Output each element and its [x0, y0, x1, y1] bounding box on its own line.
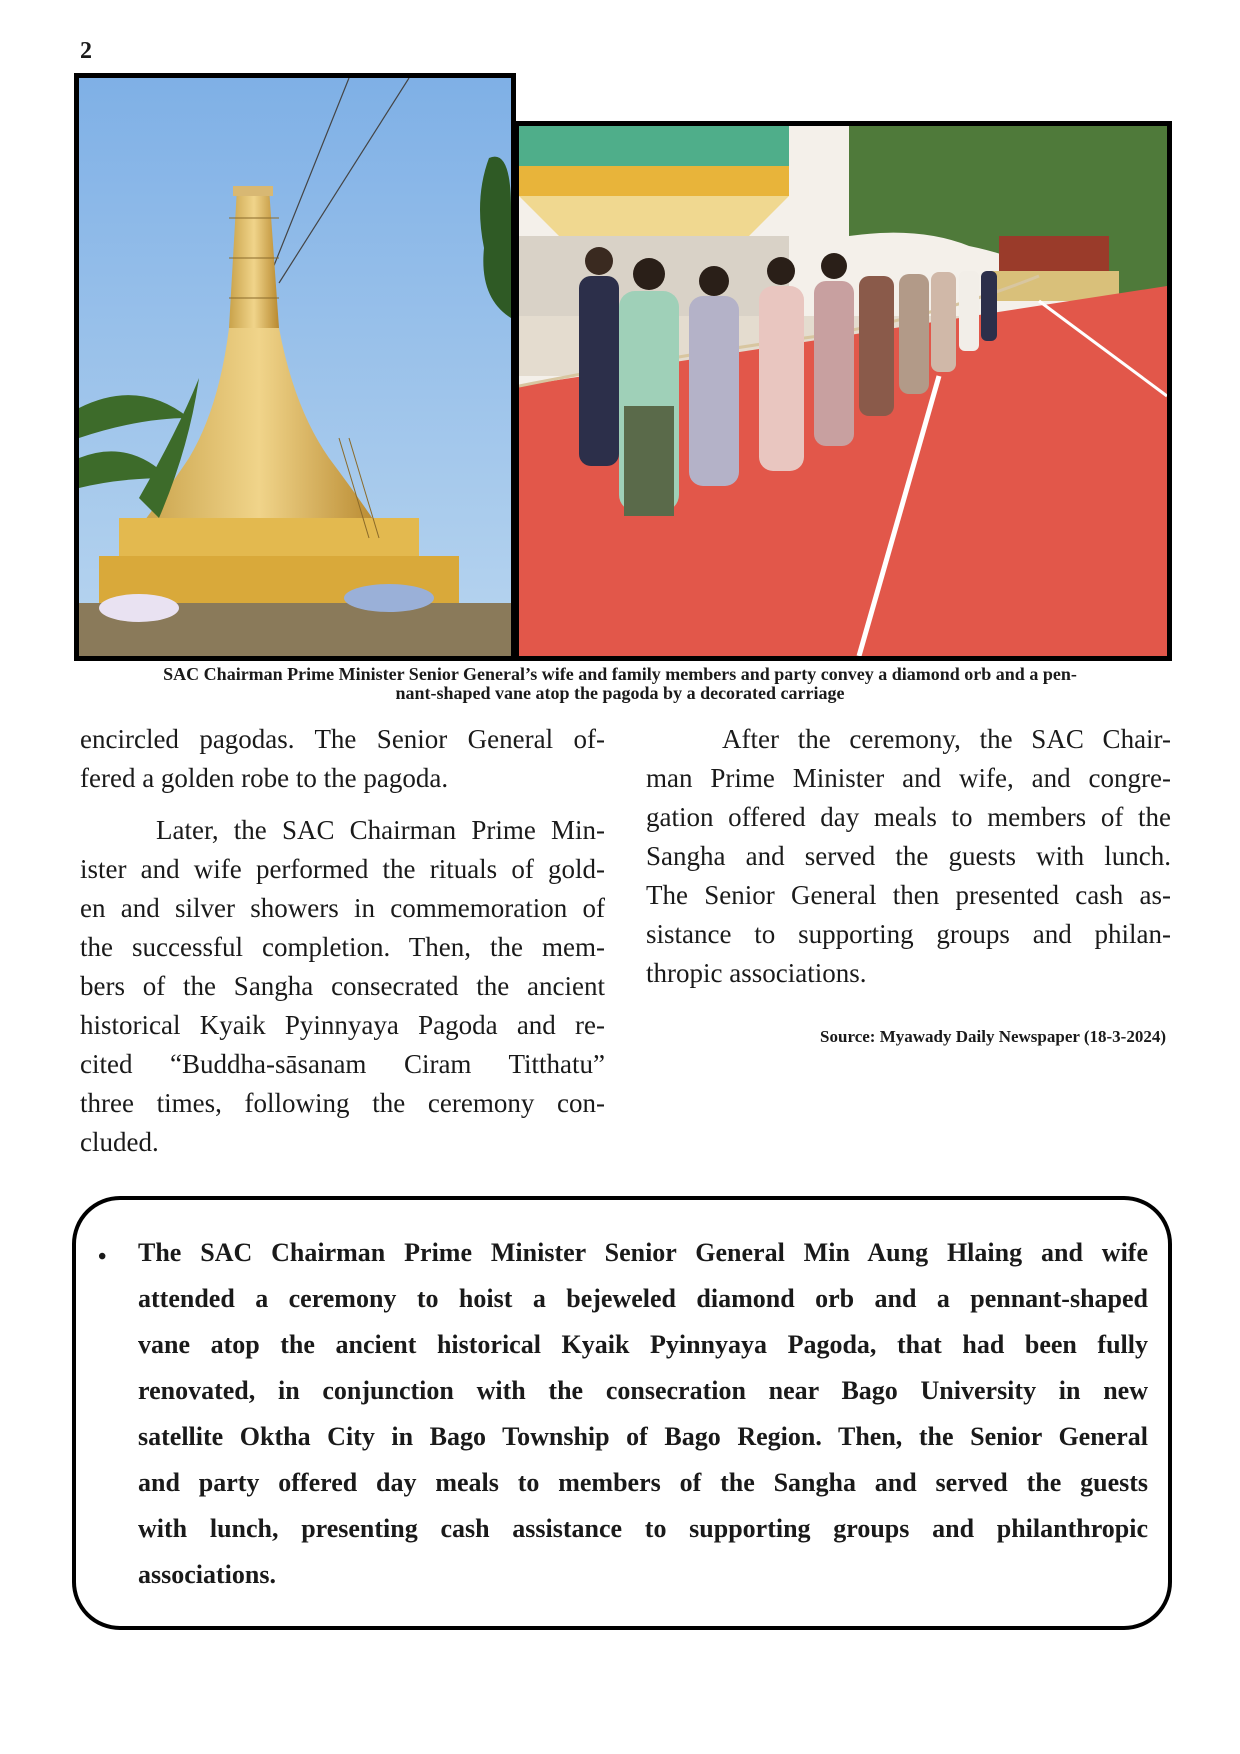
caption-line: SAC Chairman Prime Minister Senior General’s wife and family members and party convey a diamond orb and a pen- — [163, 664, 1077, 684]
summary-line: renovated, in conjunction with the consecration near Bago University in new — [138, 1376, 1148, 1405]
summary-line: and party offered day meals to members of the Sangha and served the guests — [138, 1468, 1148, 1497]
text-line: Later, the SAC Chairman Prime Min- — [156, 815, 605, 845]
caption-line: nant-shaped vane atop the pagoda by a decorated carriage — [395, 683, 845, 703]
page-number: 2 — [80, 38, 92, 64]
text-line: historical Kyaik Pyinnyaya Pagoda and re- — [80, 1010, 605, 1040]
summary-line: attended a ceremony to hoist a bejeweled diamond orb and a pennant-shaped — [138, 1284, 1148, 1313]
source-credit: Source: Myawady Daily Newspaper (18-3-2024) — [820, 1027, 1166, 1046]
text-line: ister and wife performed the rituals of gold- — [80, 854, 605, 884]
text-line: the successful completion. Then, the mem- — [80, 932, 605, 962]
left-paragraph-1 — [80, 720, 605, 798]
pagoda-photo — [74, 73, 516, 661]
text-line: After the ceremony, the SAC Chair- — [722, 724, 1171, 754]
text-line: fered a golden robe to the pagoda. — [80, 763, 449, 793]
right-paragraph-1 — [646, 720, 1171, 993]
left-paragraph-2 — [80, 811, 605, 1162]
left-column — [80, 720, 605, 1162]
text-line: en and silver showers in commemoration of — [80, 893, 605, 923]
summary-line: satellite Oktha City in Bago Township of Bago Region. Then, the Senior General — [138, 1422, 1148, 1451]
text-line: The Senior General then presented cash as- — [646, 880, 1171, 910]
bullet-icon: • — [98, 1244, 107, 1270]
photo-caption — [80, 665, 1160, 703]
text-line: gation offered day meals to members of the — [646, 802, 1171, 832]
text-line: man Prime Minister and wife, and congre- — [646, 763, 1171, 793]
summary-text — [138, 1230, 1148, 1598]
text-line: bers of the Sangha consecrated the ancient — [80, 971, 605, 1001]
text-line: Sangha and served the guests with lunch. — [646, 841, 1171, 871]
text-line: cluded. — [80, 1127, 159, 1157]
text-line: encircled pagodas. The Senior General of- — [80, 724, 605, 754]
text-line: thropic associations. — [646, 958, 867, 988]
summary-box — [72, 1196, 1172, 1630]
summary-line: vane atop the ancient historical Kyaik Pyinnyaya Pagoda, that had been fully — [138, 1330, 1148, 1359]
text-line: sistance to supporting groups and philan- — [646, 919, 1171, 949]
right-column — [646, 720, 1171, 993]
text-line: cited “Buddha-sāsanam Ciram Titthatu” — [80, 1049, 605, 1079]
ceremony-illustration — [519, 126, 1167, 656]
pagoda-illustration — [79, 78, 511, 656]
text-line: three times, following the ceremony con- — [80, 1088, 605, 1118]
summary-line: associations. — [138, 1560, 276, 1589]
summary-line: with lunch, presenting cash assistance to supporting groups and philanthropic — [138, 1514, 1148, 1543]
summary-line: The SAC Chairman Prime Minister Senior General Min Aung Hlaing and wife — [138, 1238, 1148, 1267]
ceremony-photo — [514, 121, 1172, 661]
